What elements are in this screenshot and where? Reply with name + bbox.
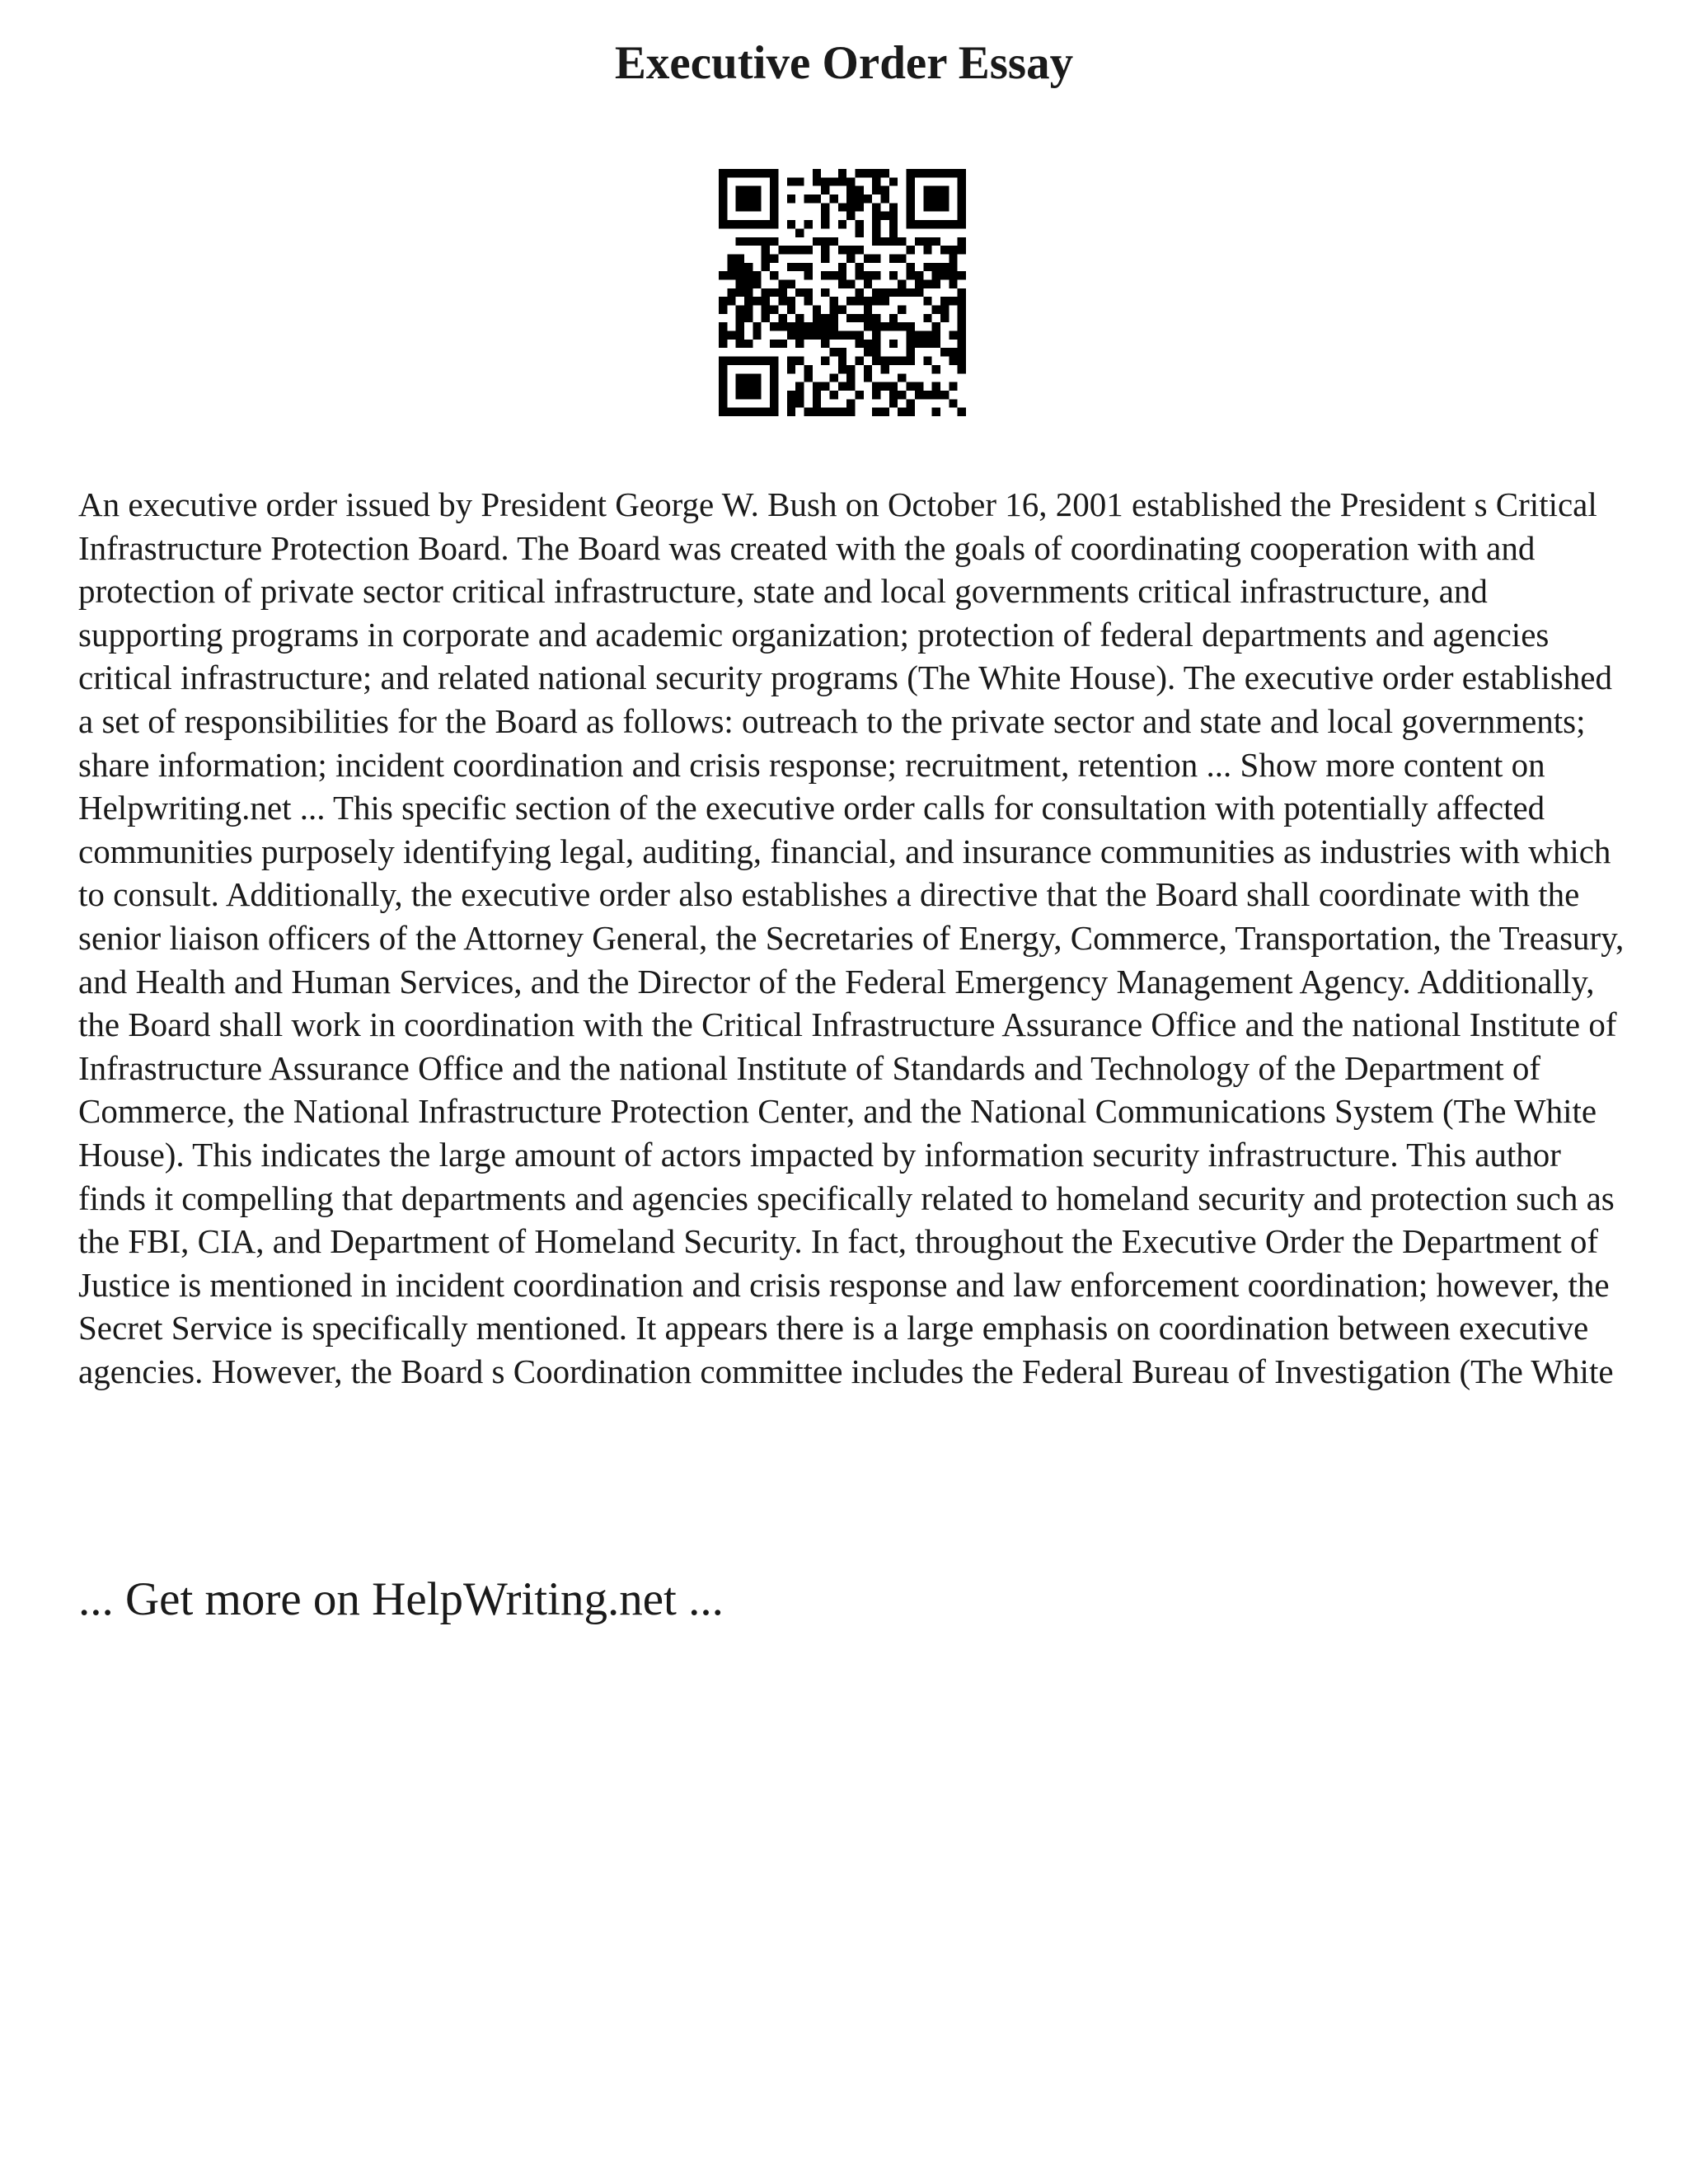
- get-more-link[interactable]: ... Get more on HelpWriting.net ...: [78, 1573, 724, 1625]
- essay-body: An executive order issued by President George W. Bush on October 16, 2001 established the President s Critical Infrastructure Protection Board. The Board was created with the goals of coordinating cooperation with and protection of private sector critical infrastructure, state and local governments critical infrastructure, and supporting programs in corporate and academic organization; protection of federal departments and agencies critical infrastructure; and related national security programs (The White House). The executive order established a set of responsibilities for the Board as follows: outreach to the private sector and state and local governments; share information; incident coordination and crisis response; recruitment, retention ... Show more content on Helpwriting.net ... This specific section of the executive order calls for consultation with potentially affected communities purposely identifying legal, auditing, financial, and insurance communities as industries with which to consult. Additionally, the executive order also establishes a directive that the Board shall coordinate with the senior liaison officers of the Attorney General, the Secretaries of Energy, Commerce, Transportation, the Treasury, and Health and Human Services, and the Director of the Federal Emergency Management Agency. Additionally, the Board shall work in coordination with the Critical Infrastructure Assurance Office and the national Institute of Infrastructure Assurance Office and the national Institute of Standards and Technology of the Department of Commerce, the National Infrastructure Protection Center, and the National Communications System (The White House). This indicates the large amount of actors impacted by information security infrastructure. This author finds it compelling that departments and agencies specifically related to homeland security and protection such as the FBI, CIA, and Department of Homeland Security. In fact, throughout the Executive Order the Department of Justice is mentioned in incident coordination and crisis response and law enforcement coordination; however, the Secret Service is specifically mentioned. It appears there is a large emphasis on coordination between executive agencies. However, the Board s Coordination committee includes the Federal Bureau of Investigation (The White: [78, 485, 1625, 1390]
- page-title: Executive Order Essay: [614, 37, 1074, 89]
- qr-code-icon[interactable]: [719, 169, 966, 416]
